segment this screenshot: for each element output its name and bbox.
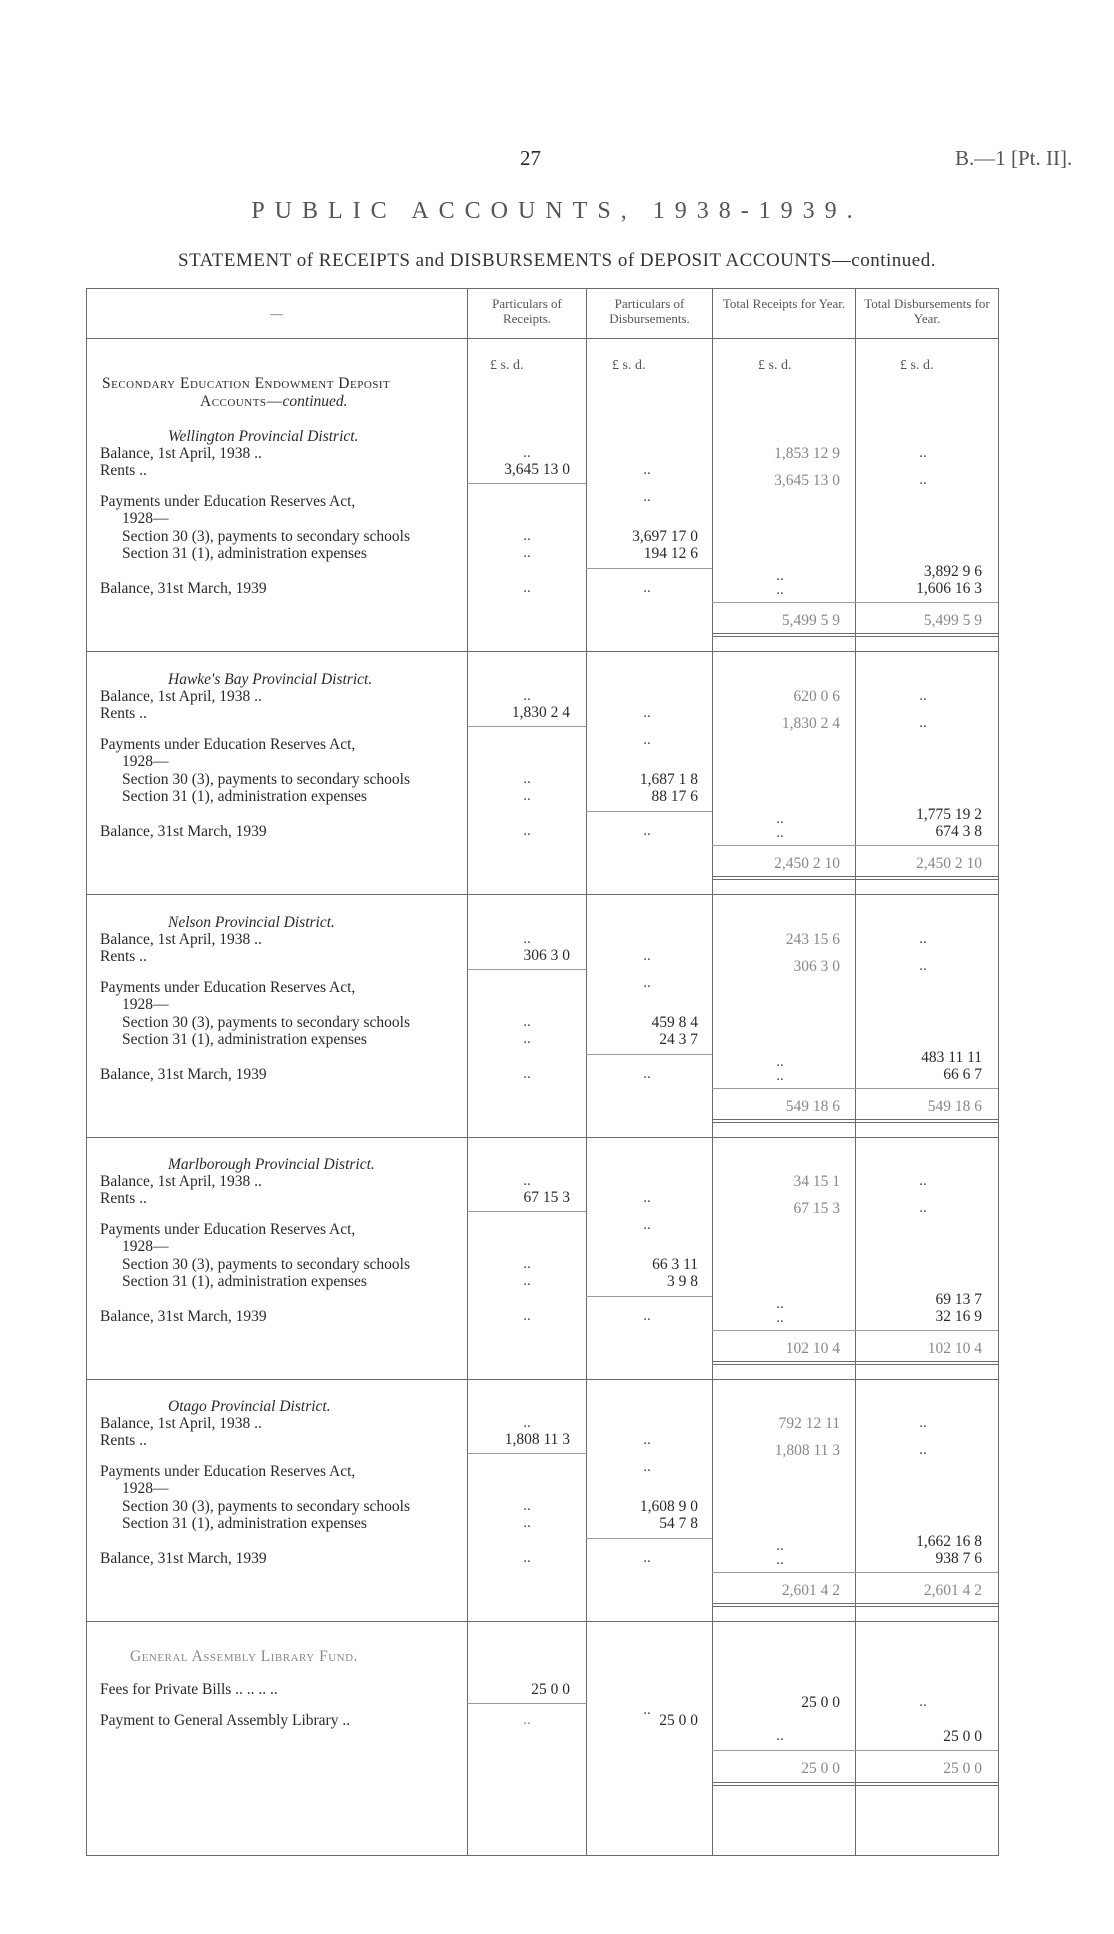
disb-subtotal-rule (586, 1538, 712, 1539)
grand-totals-double-rule (712, 1119, 998, 1123)
grand-disbursements: 102 10 4 (927, 1340, 982, 1357)
receipt-dots: .. (523, 1031, 531, 1047)
payments-year-label: 1928— (122, 1480, 169, 1497)
section30-disbursement: 66 3 11 (652, 1256, 698, 1273)
grand-receipts: 5,499 5 9 (781, 612, 840, 629)
total-disb-dots: .. (919, 688, 927, 704)
grand-disbursements: 5,499 5 9 (923, 612, 982, 629)
disb-dots: .. (643, 1066, 651, 1082)
section31-disbursement: 194 12 6 (643, 545, 698, 562)
section31-disbursement: 24 3 7 (659, 1031, 698, 1048)
totals-rule (712, 1088, 998, 1089)
total-receipt-dots: .. (776, 825, 784, 841)
disb-total-1: 3,892 9 6 (923, 563, 982, 580)
disb-total-1: 1,775 19 2 (916, 806, 982, 823)
receipt-dots: .. (523, 931, 531, 947)
disb-dots: .. (643, 1217, 651, 1233)
balance-start-label: Balance, 1st April, 1938 .. (100, 1415, 262, 1432)
rents-total: 1,808 11 3 (774, 1442, 840, 1459)
disb-dots: .. (643, 1459, 651, 1475)
receipt-dots: .. (523, 1515, 531, 1531)
receipt-dots: .. (523, 445, 531, 461)
rents-label: Rents .. (100, 462, 147, 479)
rents-receipt: 3,645 13 0 (504, 461, 570, 478)
continued-heading-line2 (200, 393, 348, 411)
total-disb-dots: .. (919, 931, 927, 947)
receipt-dots: .. (523, 580, 531, 596)
section31-label: Section 31 (1), administration expenses (122, 1031, 367, 1048)
payments-year-label: 1928— (122, 996, 169, 1013)
library-receipt-rule (467, 1703, 586, 1704)
header-bottom-rule (86, 338, 998, 339)
rents-label: Rents .. (100, 1190, 147, 1207)
total-disb-dots: .. (919, 445, 927, 461)
disb-dots: .. (643, 823, 651, 839)
continued-heading-italic: continued. (282, 393, 348, 410)
balance-start-label: Balance, 1st April, 1938 .. (100, 445, 262, 462)
payments-label: Payments under Education Reserves Act, (100, 1463, 356, 1480)
header-total-receipts: Total Receipts for Year. (722, 296, 846, 311)
library-grand-disbursements: 25 0 0 (943, 1760, 982, 1777)
payments-label: Payments under Education Reserves Act, (100, 1221, 356, 1238)
total-receipt-dots: .. (776, 1054, 784, 1070)
section-divider-rule (86, 651, 998, 652)
payments-label: Payments under Education Reserves Act, (100, 493, 356, 510)
rents-receipt: 1,830 2 4 (511, 704, 570, 721)
library-total-rule (712, 1750, 998, 1751)
total-disb-dots: .. (919, 958, 927, 974)
receipt-dots: .. (523, 1498, 531, 1514)
receipt-dots: .. (523, 1415, 531, 1431)
disb-total-2: 66 6 7 (943, 1066, 982, 1083)
total-receipt-dots: .. (776, 811, 784, 827)
receipt-dots: .. (523, 688, 531, 704)
section-divider-rule (86, 1137, 998, 1138)
disb-total-2: 674 3 8 (935, 823, 982, 840)
balance-start-total: 1,853 12 9 (774, 445, 840, 462)
library-fund-heading: General Assembly Library Fund. (130, 1648, 358, 1665)
totals-rule (712, 1330, 998, 1331)
total-receipt-dots: .. (776, 568, 784, 584)
currency-header-total-disbursements: £ s. d. (900, 358, 934, 373)
section30-label: Section 30 (3), payments to secondary schools (122, 1498, 410, 1515)
rents-receipt: 306 3 0 (523, 947, 570, 964)
disb-dots: .. (643, 462, 651, 478)
currency-header-total-receipts: £ s. d. (758, 358, 792, 373)
section-divider-rule (86, 894, 998, 895)
library-total-disb-dots: .. (919, 1694, 927, 1710)
totals-rule (712, 602, 998, 603)
balance-start-total: 34 15 1 (793, 1173, 840, 1190)
payments-year-label: 1928— (122, 510, 169, 527)
table-top-rule (86, 288, 998, 289)
library-payment-disbursement: 25 0 0 (659, 1712, 698, 1729)
grand-totals-double-rule (712, 876, 998, 880)
receipt-dots: .. (523, 1014, 531, 1030)
grand-totals-double-rule (712, 1603, 998, 1607)
section30-disbursement: 1,608 9 0 (639, 1498, 698, 1515)
disb-dots: .. (643, 580, 651, 596)
grand-receipts: 2,601 4 2 (781, 1582, 840, 1599)
grand-receipts: 2,450 2 10 (774, 855, 840, 872)
page-number: 27 (520, 146, 541, 170)
disb-dots: .. (643, 1308, 651, 1324)
balance-end-label: Balance, 31st March, 1939 (100, 1066, 267, 1083)
receipt-dots: .. (523, 1173, 531, 1189)
table-bottom-rule (86, 1855, 998, 1856)
total-disb-dots: .. (919, 1415, 927, 1431)
receipt-dots: .. (523, 771, 531, 787)
payments-label: Payments under Education Reserves Act, (100, 736, 356, 753)
header-account: — (270, 306, 283, 321)
balance-start-label: Balance, 1st April, 1938 .. (100, 931, 262, 948)
receipt-dots: .. (523, 1066, 531, 1082)
rents-label: Rents .. (100, 948, 147, 965)
receipt-dots: .. (523, 788, 531, 804)
balance-start-total: 620 0 6 (793, 688, 840, 705)
library-grand-double-rule (712, 1782, 998, 1786)
section31-label: Section 31 (1), administration expenses (122, 545, 367, 562)
grand-totals-double-rule (712, 633, 998, 637)
district-name: Hawke's Bay Provincial District. (168, 671, 373, 688)
grand-receipts: 549 18 6 (785, 1098, 840, 1115)
rents-receipt: 67 15 3 (523, 1189, 570, 1206)
rents-total: 306 3 0 (793, 958, 840, 975)
section31-label: Section 31 (1), administration expenses (122, 788, 367, 805)
section30-label: Section 30 (3), payments to secondary schools (122, 1256, 410, 1273)
library-receipt-dots: .. (523, 1712, 531, 1728)
disb-total-1: 69 13 7 (935, 1291, 982, 1308)
district-name: Marlborough Provincial District. (168, 1156, 375, 1173)
section30-label: Section 30 (3), payments to secondary schools (122, 528, 410, 545)
receipt-dots: .. (523, 1273, 531, 1289)
header-receipts: Particulars of Receipts. (492, 296, 562, 326)
section31-disbursement: 88 17 6 (651, 788, 698, 805)
totals-rule (712, 1572, 998, 1573)
rents-total: 1,830 2 4 (781, 715, 840, 732)
total-receipt-dots: .. (776, 1296, 784, 1312)
balance-end-label: Balance, 31st March, 1939 (100, 823, 267, 840)
disb-dots: .. (643, 975, 651, 991)
balance-end-label: Balance, 31st March, 1939 (100, 1308, 267, 1325)
receipt-dots: .. (523, 545, 531, 561)
balance-start-total: 243 15 6 (785, 931, 840, 948)
document-reference: B.—1 [Pt. II]. (955, 146, 1073, 170)
rents-label: Rents .. (100, 705, 147, 722)
receipt-dots: .. (523, 1256, 531, 1272)
disb-dots: .. (643, 732, 651, 748)
library-total-receipt-dots: .. (776, 1728, 784, 1744)
continued-heading-accounts: Accounts— (200, 393, 283, 410)
library-total-disb-line: 25 0 0 (943, 1728, 982, 1745)
disb-total-1: 1,662 16 8 (916, 1533, 982, 1550)
currency-header-disbursements: £ s. d. (612, 358, 646, 373)
disb-total-2: 1,606 16 3 (916, 580, 982, 597)
table-right-rule (998, 288, 999, 1856)
disb-total-1: 483 11 11 (921, 1049, 982, 1066)
section31-disbursement: 54 7 8 (659, 1515, 698, 1532)
disb-dots: .. (643, 489, 651, 505)
total-receipt-dots: .. (776, 1538, 784, 1554)
section-divider-rule (86, 1621, 998, 1622)
header-disbursements: Particulars of Disbursements. (609, 296, 690, 326)
district-name: Wellington Provincial District. (168, 428, 359, 445)
grand-totals-double-rule (712, 1361, 998, 1365)
totals-rule (712, 845, 998, 846)
grand-disbursements: 2,601 4 2 (923, 1582, 982, 1599)
receipt-subtotal-rule (467, 1453, 586, 1454)
receipt-subtotal-rule (467, 483, 586, 484)
rents-label: Rents .. (100, 1432, 147, 1449)
disb-dots: .. (643, 1550, 651, 1566)
total-receipt-dots: .. (776, 1068, 784, 1084)
receipt-dots: .. (523, 528, 531, 544)
receipt-dots: .. (523, 823, 531, 839)
balance-start-label: Balance, 1st April, 1938 .. (100, 688, 262, 705)
grand-disbursements: 2,450 2 10 (916, 855, 982, 872)
total-disb-dots: .. (919, 472, 927, 488)
section31-label: Section 31 (1), administration expenses (122, 1273, 367, 1290)
header-total-disbursements: Total Disbursements for Year. (864, 296, 990, 326)
section-divider-rule (86, 1379, 998, 1380)
total-receipt-dots: .. (776, 1310, 784, 1326)
section31-disbursement: 3 9 8 (667, 1273, 698, 1290)
library-total-receipt-line: 25 0 0 (801, 1694, 840, 1711)
total-receipt-dots: .. (776, 582, 784, 598)
total-disb-dots: .. (919, 715, 927, 731)
receipt-subtotal-rule (467, 1211, 586, 1212)
section30-disbursement: 459 8 4 (651, 1014, 698, 1031)
page-title: PUBLIC ACCOUNTS, 1938-1939. (251, 198, 863, 224)
disb-dots: .. (643, 705, 651, 721)
total-disb-dots: .. (919, 1173, 927, 1189)
disb-subtotal-rule (586, 1296, 712, 1297)
total-disb-dots: .. (919, 1442, 927, 1458)
grand-receipts: 102 10 4 (785, 1340, 840, 1357)
section30-disbursement: 1,687 1 8 (639, 771, 698, 788)
currency-header-receipts: £ s. d. (490, 358, 524, 373)
section31-label: Section 31 (1), administration expenses (122, 1515, 367, 1532)
receipt-dots: .. (523, 1550, 531, 1566)
balance-start-total: 792 12 11 (778, 1415, 840, 1432)
library-disb-dots: .. (643, 1702, 651, 1718)
section30-disbursement: 3,697 17 0 (632, 528, 698, 545)
total-receipt-dots: .. (776, 1552, 784, 1568)
grand-disbursements: 549 18 6 (927, 1098, 982, 1115)
receipt-subtotal-rule (467, 969, 586, 970)
balance-start-label: Balance, 1st April, 1938 .. (100, 1173, 262, 1190)
continued-heading-line1: Secondary Education Endowment Deposit (102, 375, 391, 392)
disb-total-2: 938 7 6 (935, 1550, 982, 1567)
disb-dots: .. (643, 1190, 651, 1206)
receipt-subtotal-rule (467, 726, 586, 727)
disb-subtotal-rule (586, 1054, 712, 1055)
statement-subtitle: STATEMENT of RECEIPTS and DISBURSEMENTS of DEPOSIT ACCOUNTS—continued. (178, 250, 936, 271)
balance-end-label: Balance, 31st March, 1939 (100, 1550, 267, 1567)
rents-total: 3,645 13 0 (774, 472, 840, 489)
payments-year-label: 1928— (122, 753, 169, 770)
disb-dots: .. (643, 1432, 651, 1448)
library-fees-receipt: 25 0 0 (531, 1681, 570, 1698)
disb-subtotal-rule (586, 811, 712, 812)
disb-subtotal-rule (586, 568, 712, 569)
receipt-dots: .. (523, 1308, 531, 1324)
balance-end-label: Balance, 31st March, 1939 (100, 580, 267, 597)
section30-label: Section 30 (3), payments to secondary schools (122, 1014, 410, 1031)
disb-total-2: 32 16 9 (935, 1308, 982, 1325)
total-disb-dots: .. (919, 1200, 927, 1216)
rents-receipt: 1,808 11 3 (504, 1431, 570, 1448)
payments-label: Payments under Education Reserves Act, (100, 979, 356, 996)
library-grand-receipts: 25 0 0 (801, 1760, 840, 1777)
district-name: Nelson Provincial District. (168, 914, 335, 931)
section30-label: Section 30 (3), payments to secondary schools (122, 771, 410, 788)
payments-year-label: 1928— (122, 1238, 169, 1255)
library-payment-label: Payment to General Assembly Library .. (100, 1712, 351, 1729)
library-fees-label: Fees for Private Bills .. .. .. .. (100, 1681, 278, 1698)
district-name: Otago Provincial District. (168, 1398, 331, 1415)
rents-total: 67 15 3 (793, 1200, 840, 1217)
disb-dots: .. (643, 948, 651, 964)
